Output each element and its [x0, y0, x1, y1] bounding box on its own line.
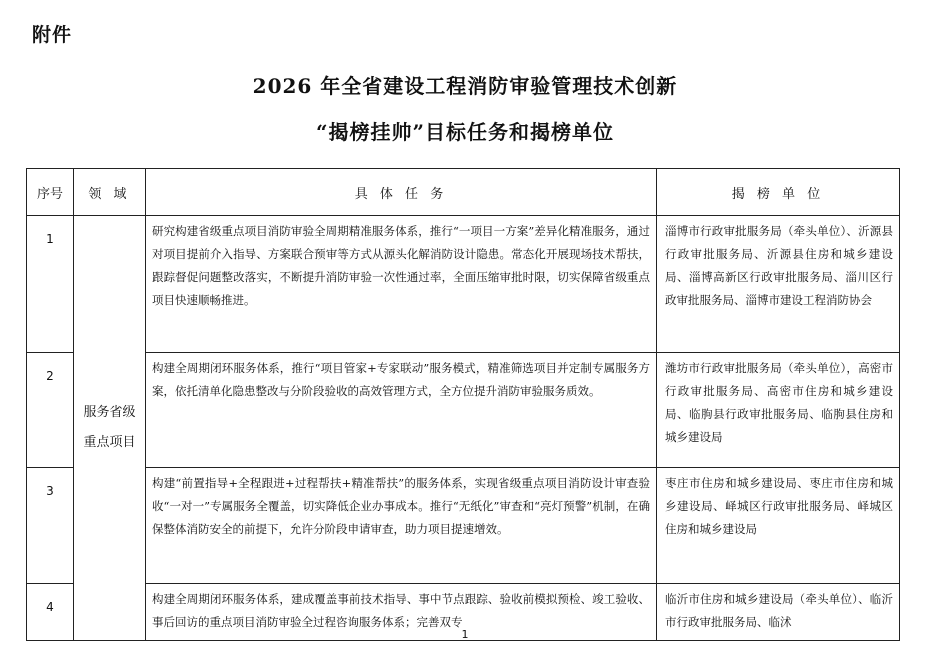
- header-no: 序号: [27, 169, 74, 216]
- task-cell: 构建全周期闭环服务体系，推行“项目管家+专家联动”服务模式，精准筛选项目并定制专属服务方案，依托清单化隐患整改与分阶段验收的高效管理方式，全方位提升消防审验服务质效。: [146, 353, 657, 468]
- table-row: [27, 353, 900, 468]
- unit-cell: 淄博市行政审批服务局（牵头单位）、沂源县行政审批服务局、沂源县住房和城乡建设局、淄博高新区行政审批服务局、淄川区行政审批服务局、淄博市建设工程消防协会: [657, 216, 900, 353]
- field-label-line-2: 重点项目: [83, 435, 136, 450]
- row-number: 2: [27, 353, 74, 468]
- task-table: [26, 168, 900, 641]
- header-field: 领 域: [74, 169, 146, 216]
- page-number: 1: [461, 628, 469, 641]
- field-cell: [74, 216, 146, 641]
- unit-cell: 枣庄市住房和城乡建设局、枣庄市住房和城乡建设局、峄城区行政审批服务局、峄城区住房和城乡建设局: [657, 468, 900, 584]
- document-title-line-1: 2026 年全省建设工程消防审验管理技术创新: [252, 74, 678, 98]
- task-cell: 研究构建省级重点项目消防审验全周期精准服务体系，推行“一项目一方案”差异化精准服务，通过对项目提前介入指导、方案联合预审等方式从源头化解消防设计隐患。常态化开展现场技术帮扶，跟踪督促问题整改落实，不断提升消防审验一次性通过率，全面压缩审批时限，切实保障省级重点项目快速顺畅推进。: [146, 216, 657, 353]
- task-cell-text: 构建全周期闭环服务体系，建成覆盖事前技术指导、事中节点跟踪、验收前模拟预检、竣工验收、事后回访的重点项目消防审验全过程咨询服务体系；完善双专: [152, 592, 650, 629]
- task-cell: 构建“前置指导+全程跟进+过程帮扶+精准帮扶”的服务体系，实现省级重点项目消防设计审查验收“一对一”专属服务全覆盖，切实降低企业办事成本。推行“无纸化”审查和“亮灯预警”机制，在确保整体消防安全的前提下，允许分阶段申请审查，助力项目提速增效。: [146, 468, 657, 584]
- row-number: 4: [27, 584, 74, 641]
- table-row: [27, 468, 900, 584]
- header-unit: 揭 榜 单 位: [657, 169, 900, 216]
- field-label-line-1: 服务省级: [83, 405, 136, 420]
- table-header-row: [27, 169, 900, 216]
- unit-cell: 潍坊市行政审批服务局（牵头单位），高密市行政审批服务局、高密市住房和城乡建设局、临朐县行政审批服务局、临朐县住房和城乡建设局: [657, 353, 900, 468]
- row-number: 3: [27, 468, 74, 584]
- unit-cell-text: 临沂市住房和城乡建设局（牵头单位）、临沂市行政审批服务局、临沭: [665, 592, 893, 629]
- table-row: [27, 216, 900, 353]
- document-title-line-2: “揭榜挂帅”目标任务和揭榜单位: [315, 120, 614, 144]
- attachment-label: 附件: [32, 24, 73, 46]
- header-task: 具 体 任 务: [146, 169, 657, 216]
- row-number: 1: [27, 216, 74, 353]
